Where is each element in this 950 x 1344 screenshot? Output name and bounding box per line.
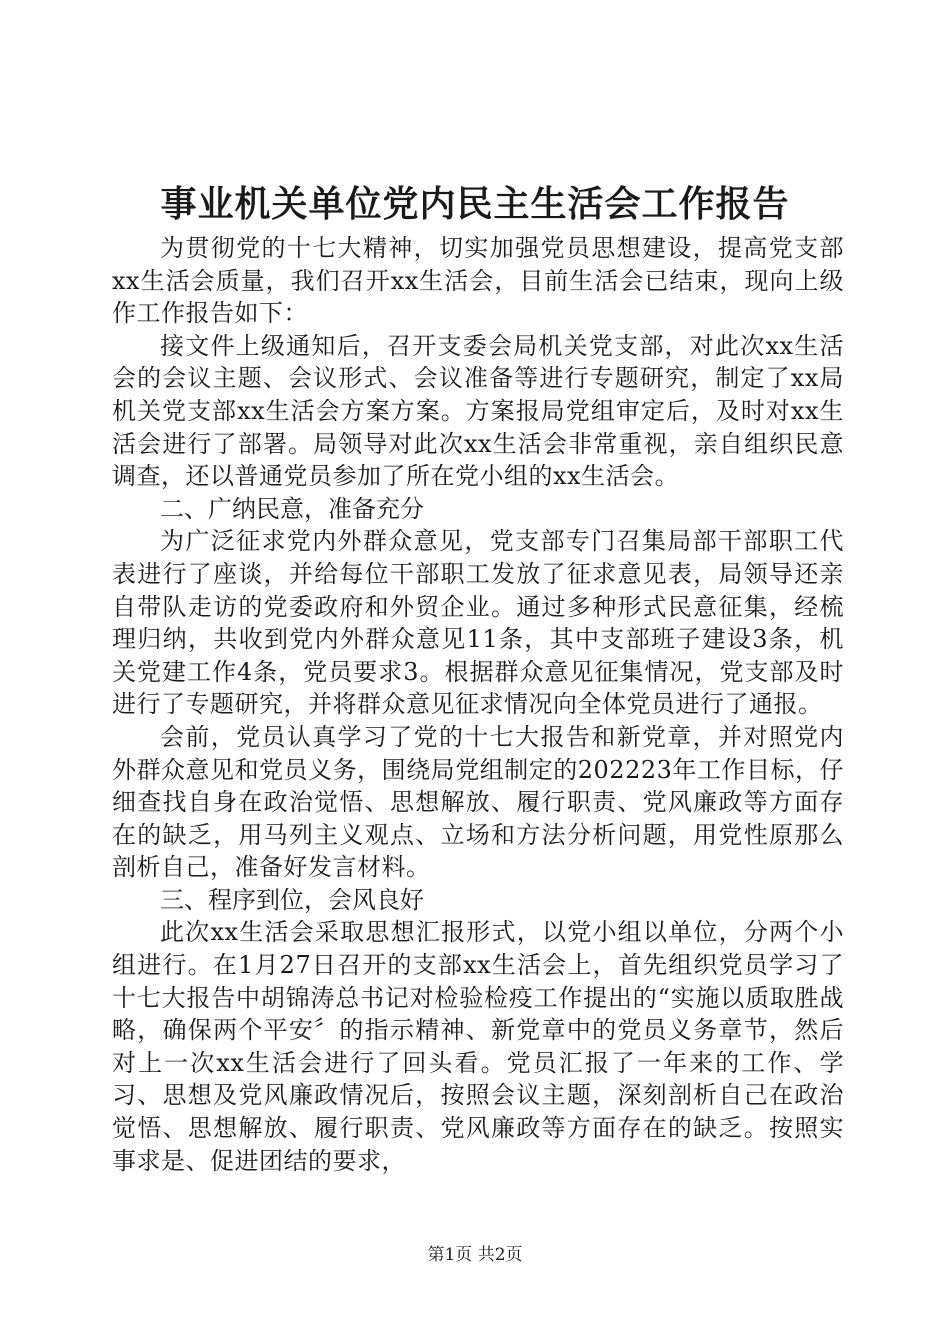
paragraph-opinions: 为广泛征求党内外群众意见，党支部专门召集局部干部职工代表进行了座谈，并给每位干部职工发放了征求意见表，局领导还亲自带队走访的党委政府和外贸企业。通过多种形式民意征集，经梳理归纳，共收到党内外群众意见11条，其中支部班子建设3条，机关党建工作4条，党员要求3。根据群众意见征集情况，党支部及时进行了专题研究，并将群众意见征求情况向全体党员进行了通报。: [112, 527, 844, 719]
document-title: 事业机关单位党内民主生活会工作报告: [160, 183, 790, 225]
paragraph-intro: 为贯彻党的十七大精神，切实加强党员思想建设，提高党支部xx生活会质量，我们召开xx生活会，目前生活会已结束，现向上级作工作报告如下：: [112, 234, 844, 328]
document-body: [112, 232, 844, 1177]
paragraph-meeting: 此次xx生活会采取思想汇报形式，以党小组以单位，分两个小组进行。在1月27日召开的支部xx生活会上，首先组织党员学习了十七大报告中胡锦涛总书记对检验检疫工作提出的“实施以质取胜战略，确保两个平安〞的指示精神、新党章中的党员义务章节，然后对上一次xx生活会进行了回头看。党员汇报了一年来的工作、学习、思想及党风廉政情况后，按照会议主题，深刻剖析自己在政治觉悟、思想解放、履行职责、党风廉政等方面存在的缺乏。按照实事求是、促进团结的要求，: [112, 918, 844, 1175]
page-number-footer: 第1页 共2页: [427, 1245, 523, 1265]
paragraph-preparation: 接文件上级通知后，召开支委会局机关党支部，对此次xx生活会的会议主题、会议形式、会议准备等进行专题研究，制定了xx局机关党支部xx生活会方案方案。方案报局党组审定后，及时对xx生活会进行了部署。局领导对此次xx生活会非常重视，亲自组织民意调查，还以普通党员参加了所在党小组的xx生活会。: [112, 331, 844, 491]
section-heading-two: 二、广纳民意，准备充分: [160, 494, 424, 523]
paragraph-study: 会前，党员认真学习了党的十七大报告和新党章，并对照党内外群众意见和党员义务，围绕局党组制定的202223年工作目标，仔细查找自身在政治觉悟、思想解放、履行职责、党风廉政等方面存在的缺乏，用马列主义观点、立场和方法分析问题，用党性原那么剖析自己，准备好发言材料。: [112, 722, 844, 882]
section-heading-three: 三、程序到位，会风良好: [160, 885, 424, 914]
